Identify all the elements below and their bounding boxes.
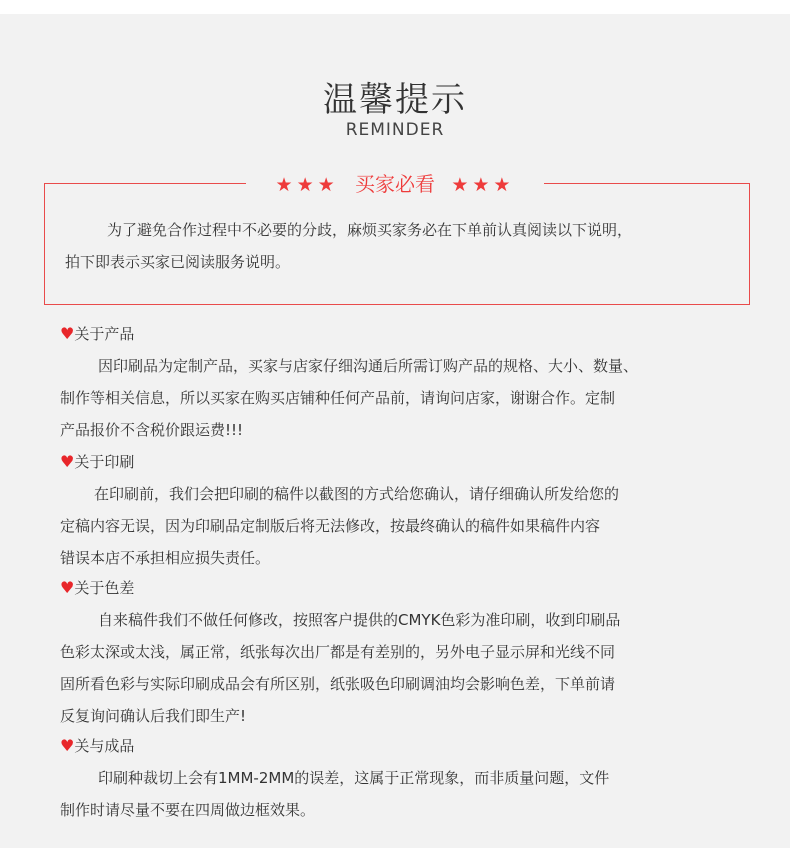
section-title: 关于色差: [74, 579, 135, 597]
heart-icon: ♥: [60, 736, 75, 755]
notice-box: [44, 183, 750, 305]
section-line: 在印刷前，我们会把印刷的稿件以截图的方式给您确认，请仔细确认所发给您的: [94, 485, 620, 503]
section-line: 制作时请尽量不要在四周做边框效果。: [60, 801, 316, 819]
section-line: 自来稿件我们不做任何修改，按照客户提供的CMYK色彩为准印刷，收到印刷品: [98, 611, 621, 629]
section-line: 色彩太深或太浅，属正常，纸张每次出厂都是有差别的，另外电子显示屏和光线不同: [60, 643, 616, 661]
section-title: 关与成品: [74, 737, 135, 755]
section-title: 关于印刷: [74, 453, 135, 471]
section-line: 反复询问确认后我们即生产!: [60, 707, 247, 725]
notice-line: 为了避免合作过程中不必要的分歧，麻烦买家务必在下单前认真阅读以下说明，: [107, 221, 633, 239]
section-finished: [60, 730, 760, 826]
heart-icon: ♥: [60, 578, 75, 597]
heart-icon: ♥: [60, 452, 75, 471]
section-line: 固所看色彩与实际印刷成品会有所区别，纸张吸色印刷调油均会影响色差，下单前请: [60, 675, 616, 693]
page-subtitle: REMINDER: [345, 120, 445, 140]
section-printing: [60, 446, 760, 574]
heart-icon: ♥: [60, 324, 75, 343]
section-color: [60, 572, 760, 732]
page: [0, 14, 790, 848]
notice-line: 拍下即表示买家已阅读服务说明。: [65, 253, 291, 271]
notice-title: 买家必看: [355, 172, 435, 196]
section-line: 因印刷品为定制产品，买家与店家仔细沟通后所需订购产品的规格、大小、数量、: [98, 357, 639, 375]
section-product: [60, 318, 760, 446]
section-line: 印刷种裁切上会有1MM-2MM的误差，这属于正常现象，而非质量问题，文件: [98, 769, 610, 787]
star-icon: ★★★: [275, 174, 339, 196]
section-line: 错误本店不承担相应损失责任。: [60, 549, 271, 567]
notice-heading: [246, 170, 544, 198]
page-title: 温馨提示: [323, 80, 467, 120]
section-line: 制作等相关信息，所以买家在购买店铺种任何产品前，请询问店家，谢谢合作。定制: [60, 389, 616, 407]
section-line: 产品报价不含税价跟运费!!!: [60, 421, 244, 439]
star-icon: ★★★: [451, 174, 515, 196]
section-title: 关于产品: [74, 325, 135, 343]
section-line: 定稿内容无误，因为印刷品定制版后将无法修改，按最终确认的稿件如果稿件内容: [60, 517, 601, 535]
notice-text: [65, 214, 735, 278]
